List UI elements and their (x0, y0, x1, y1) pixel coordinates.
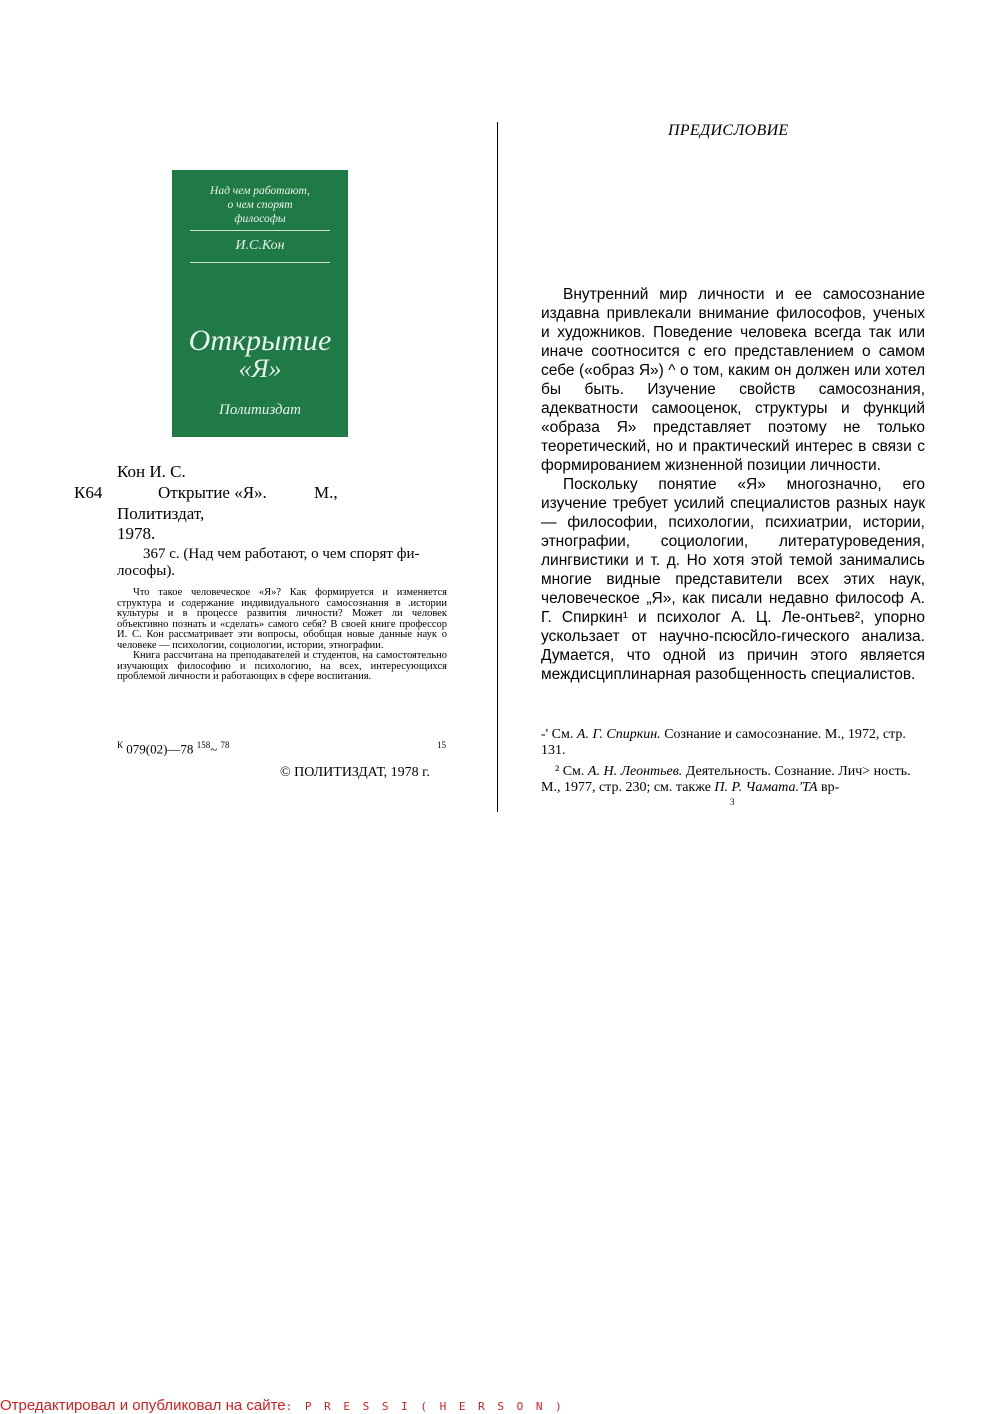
footnote-text: Сознание и самосознание. М., 1972, стр. 131. (541, 727, 906, 758)
footnote-author: П. Р. Чамата.'ТА (714, 780, 818, 795)
bbk-index (117, 740, 229, 757)
page-number: 3 (730, 797, 735, 807)
footnote-text: вр- (821, 780, 840, 795)
footnote-author: А. Н. Леонтьев. (587, 764, 683, 779)
card-pages: 367 с. (Над чем работают, о чем спорят фи- (143, 546, 420, 562)
page-divider (497, 122, 498, 812)
card-place: М., (314, 483, 338, 502)
annotation-paragraph: Книга рассчитана на преподавателей и студентов, на самостоятельно изучающих философию и психологию, на всех, интересующихся проблемой личности и работающих в сфере воспитания. (117, 650, 447, 682)
card-year: 1978. (117, 524, 156, 543)
footnote-mark: -' См. (541, 727, 574, 742)
credit-site: : P R E S S I ( H E R S O N ) (285, 1400, 565, 1413)
cover-title-line2: «Я» (238, 354, 282, 383)
bbk-tail: ~ (210, 741, 218, 757)
footnote-author: А. Г. Спиркин. (576, 727, 661, 742)
annotation-paragraph: Что такое человеческое «Я»? Как формируется и изменяется структура и содержание индивидуального самосознания в .истории культуры и в процессе развития личности? Может ли человек объективно познать и «сделать» самого себя? В своей книге профессор И. С. Кон рассматривает эти вопросы, обобщая новые данные наук о человеке — психологии, социологии, истории, этнографии. (117, 587, 447, 651)
copyright: © ПОЛИТИЗДАТ, 1978 г. (280, 765, 430, 780)
card-annotation (117, 588, 447, 683)
cover-title-line1: Открытие (188, 324, 332, 357)
footnote-text: Деятельность. Сознание. Лич> ность. М., 1977, стр. 230; см. также (541, 764, 911, 795)
cover-publisher: Политиздат (219, 402, 301, 418)
footnote-1 (541, 727, 925, 759)
bbk-sup: 158 (196, 740, 211, 750)
card-title: Открытие «Я». (158, 483, 267, 502)
book-cover (172, 170, 348, 437)
preface-body (541, 285, 925, 684)
preface-paragraph: Внутренний мир личности и ее самосознание издавна привлекали внимание философов, ученых и художников. Поведение человека всегда так или иначе соотносится с его представлением о самом себе («образ Я») ^ о том, каким он должен или хотел бы быть. Изучение свойств самосознания, адекватности самооценок, структуры и функций «образа Я» представляет поэтому не только теоретический, но и практический интерес в связи с формированием жизненной позиции личности. (541, 286, 925, 474)
card-author: Кон И. С. (117, 462, 186, 481)
bbk-prefix: К (117, 740, 124, 750)
bbk-main: 079(02)—78 (126, 741, 194, 757)
cover-divider (190, 262, 330, 263)
preface-heading: ПРЕДИСЛОВИЕ (668, 122, 789, 139)
credit-text: Отредактировал и опубликовал на сайте (0, 1397, 286, 1414)
footnote-mark: ² См. (555, 764, 585, 779)
footnote-2 (541, 764, 925, 796)
cover-divider (190, 230, 330, 231)
bbk-number: 15 (437, 740, 446, 750)
footnotes (541, 727, 925, 801)
card-code: К64 (74, 483, 103, 502)
bbk-sup2: 78 (220, 740, 230, 750)
preface-paragraph: Поскольку понятие «Я» многозначно, его изучение требует усилий специалистов разных наук — философии, психологии, психиатрии, истории, этнографии, социологии, литературоведения, лингвистики и т. д. Но хотя этой темой занимались многие видные представители всех этих наук, человеческое „Я», как писали недавно философ А. Г. Спиркин¹ и психолог А. Ц. Ле-онтьев², упорно ускользает от научно-псюсйло-гического анализа. Думается, что одной из причин этого является междисциплинарная разобщенность специалистов. (541, 476, 925, 683)
publisher-credit (0, 1397, 565, 1414)
cover-series: Над чем работают, о чем спорят философы (210, 185, 310, 225)
card-pages-continued: лософы). (117, 563, 176, 579)
cover-author: И.С.Кон (235, 238, 285, 253)
card-publisher: Политиздат, (117, 504, 205, 523)
